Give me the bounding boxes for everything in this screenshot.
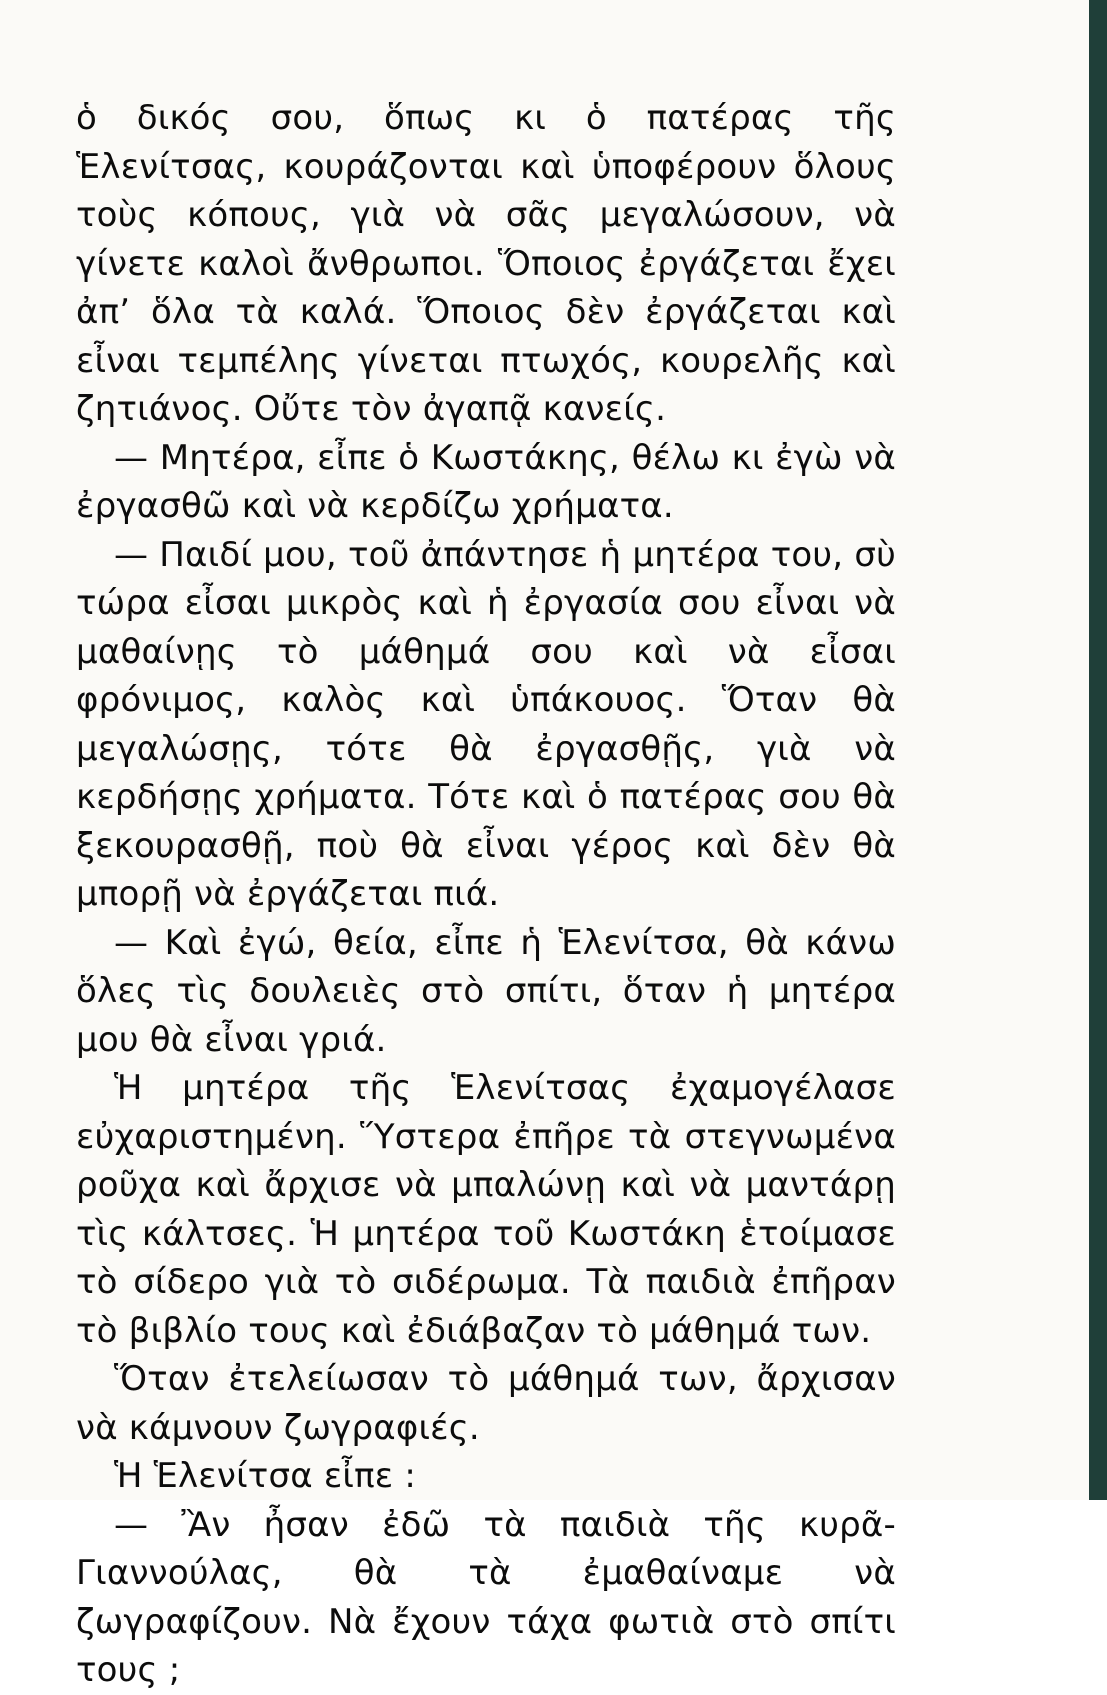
paragraph-2: — Μητέρα, εἶπε ὁ Κωστάκης, θέλω κι ἐγὼ νὰ ἐργασθῶ καὶ νὰ κερδίζω χρήματα. (76, 437, 896, 526)
paragraph-1: ὁ δικός σου, ὅπως κι ὁ πατέρας τῆς Ἑλενίτσας, κουράζονται καὶ ὑποφέρουν ὅλους τοὺς κόπους, γιὰ νὰ σᾶς μεγαλώσουν, νὰ γίνετε καλοὶ ἄνθρωποι. Ὅποιος ἐργάζεται ἔχει ἀπ’ ὅλα τὰ καλά. Ὅποιος δὲν ἐργάζεται καὶ εἶναι τεμπέλης γίνεται πτωχός, κουρελῆς καὶ ζητιάνος. Οὔτε τὸν ἀγαπᾷ κανείς. (76, 98, 896, 429)
paragraph-5: Ἡ μητέρα τῆς Ἑλενίτσας ἐχαμογέλασε εὐχαριστημένη. Ὕστερα ἐπῆρε τὰ στεγνωμένα ροῦχα καὶ ἄρχισε νὰ μπαλώνῃ καὶ νὰ μαντάρῃ τὶς κάλτσες. Ἡ μητέρα τοῦ Κωστάκη ἑτοίμασε τὸ σίδερο γιὰ τὸ σιδέρωμα. Τὰ παιδιὰ ἐπῆραν τὸ βιβλίο τους καὶ ἐδιάβαζαν τὸ μάθημά των. (76, 1068, 896, 1351)
paragraph-8: — Ἂν ἦσαν ἐδῶ τὰ παιδιὰ τῆς κυρᾶ-Γιαννούλας, θὰ τὰ ἐμαθαίναμε νὰ ζωγραφίζουν. Νὰ ἔχουν τάχα φωτιὰ στὸ σπίτι τους ; (76, 1504, 896, 1690)
page-edge (1089, 0, 1107, 1500)
paragraph-4: — Καὶ ἐγώ, θεία, εἶπε ἡ Ἑλενίτσα, θὰ κάνω ὅλες τὶς δουλειὲς στὸ σπίτι, ὅταν ἡ μητέρα μου θὰ εἶναι γριά. (76, 922, 896, 1060)
paragraph-3: — Παιδί μου, τοῦ ἀπάντησε ἡ μητέρα του, σὺ τώρα εἶσαι μικρὸς καὶ ἡ ἐργασία σου εἶναι νὰ μαθαίνῃς τὸ μάθημά σου καὶ νὰ εἶσαι φρόνιμος, καλὸς καὶ ὑπάκουος. Ὅταν θὰ μεγαλώσῃς, τότε θὰ ἐργασθῇς, γιὰ νὰ κερδήσῃς χρήματα. Τότε καὶ ὁ πατέρας σου θὰ ξεκουρασθῇ, ποὺ θὰ εἶναι γέρος καὶ δὲν θὰ μπορῇ νὰ ἐργάζεται πιά. (76, 534, 896, 914)
body-text (76, 94, 896, 1695)
paragraph-7: Ἡ Ἑλενίτσα εἶπε : (114, 1456, 417, 1496)
paragraph-6: Ὅταν ἐτελείωσαν τὸ μάθημά των, ἄρχισαν νὰ κάμνουν ζωγραφιές. (76, 1359, 896, 1448)
